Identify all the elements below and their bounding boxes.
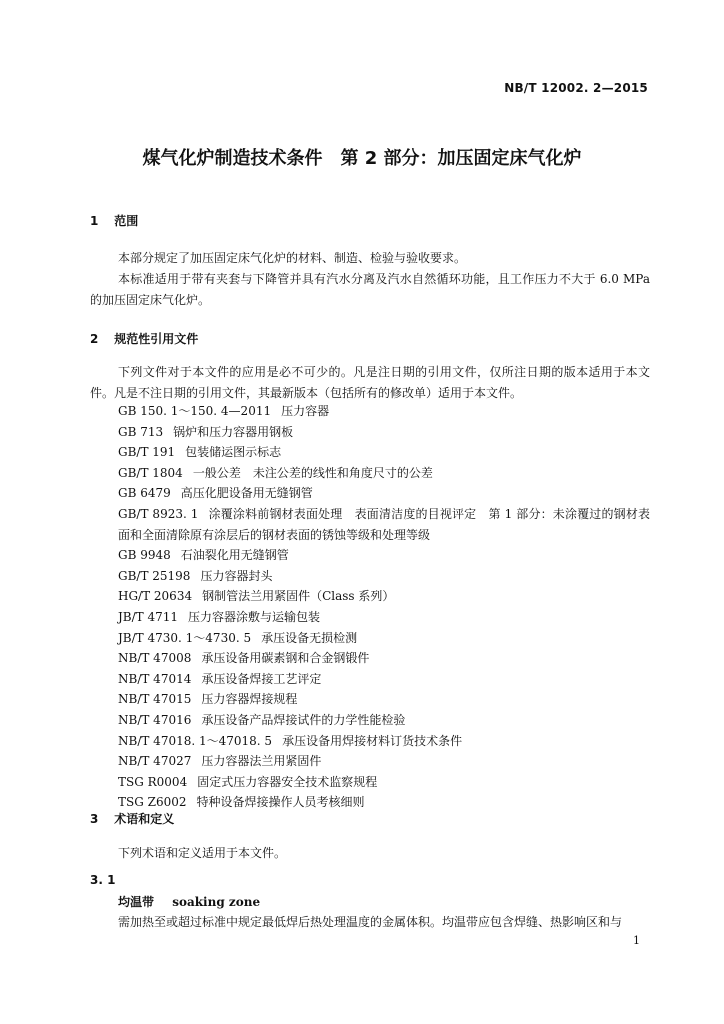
reference-item: GB 150. 1～150. 4—2011 压力容器	[118, 404, 330, 418]
normative-references-list	[90, 401, 650, 813]
reference-item: GB/T 25198 压力容器封头	[118, 568, 273, 583]
section-3-number: 3	[90, 812, 99, 826]
section-1-paragraph-2: 本标准适用于带有夹套与下降管并具有汽水分离及汽水自然循环功能，且工作压力不大于 6.0 MPa 的加压固定床气化炉。	[90, 272, 650, 307]
section-2-heading	[90, 330, 198, 347]
subsection-3-1-number: 3. 1	[90, 873, 116, 887]
reference-item: HG/T 20634 钢制管法兰用紧固件（Class 系列）	[118, 589, 395, 604]
section-3-heading	[90, 810, 174, 827]
reference-item: JB/T 4730. 1～4730. 5 承压设备无损检测	[118, 630, 358, 645]
section-2-number: 2	[90, 332, 99, 346]
reference-item: NB/T 47018. 1～47018. 5 承压设备用焊接材料订货技术条件	[118, 733, 463, 748]
page-number: 1	[633, 934, 640, 947]
reference-item: NB/T 47015 压力容器焊接规程	[118, 692, 298, 707]
reference-item: TSG Z6002 特种设备焊接操作人员考核细则	[118, 795, 365, 810]
term-definition: 需加热至或超过标准中规定最低焊后热处理温度的金属体积。均温带应包含焊缝、热影响区和与	[118, 915, 623, 929]
reference-item: GB 6479 高压化肥设备用无缝钢管	[118, 486, 313, 501]
reference-item: NB/T 47027 压力容器法兰用紧固件	[118, 754, 322, 769]
section-3-intro: 下列术语和定义适用于本文件。	[118, 846, 287, 860]
section-3-title: 术语和定义	[114, 812, 175, 826]
term-entry	[118, 893, 260, 910]
reference-item: GB/T 1804 一般公差 未注公差的线性和角度尺寸的公差	[118, 465, 433, 480]
section-1-title: 范围	[114, 214, 139, 228]
reference-item: GB/T 8923. 1 涂覆涂料前钢材表面处理 表面清洁度的目视评定 第 1 部分：未涂覆过的钢材表面和全面清除原有涂层后的钢材表面的锈蚀等级和处理等级	[118, 506, 650, 542]
reference-item: TSG R0004 固定式压力容器安全技术监察规程	[118, 774, 378, 789]
reference-item: GB 713 锅炉和压力容器用钢板	[118, 424, 294, 439]
document-title: 煤气化炉制造技术条件 第 2 部分：加压固定床气化炉	[142, 148, 582, 169]
reference-item: NB/T 47016 承压设备产品焊接试件的力学性能检验	[118, 712, 406, 727]
reference-item: NB/T 47008 承压设备用碳素钢和合金钢锻件	[118, 651, 370, 666]
reference-item: GB 9948 石油裂化用无缝钢管	[118, 548, 289, 563]
section-1-number: 1	[90, 214, 99, 228]
term-chinese: 均温带	[118, 895, 155, 909]
section-2-title: 规范性引用文件	[114, 332, 199, 346]
reference-item: NB/T 47014 承压设备焊接工艺评定	[118, 671, 322, 686]
section-1-paragraph-1: 本部分规定了加压固定床气化炉的材料、制造、检验与验收要求。	[118, 251, 467, 265]
reference-item: JB/T 4711 压力容器涂敷与运输包装	[118, 609, 321, 624]
reference-item: GB/T 191 包装储运图示标志	[118, 445, 282, 460]
section-2-intro: 下列文件对于本文件的应用是必不可少的。凡是注日期的引用文件，仅所注日期的版本适用于本文件。凡是不注日期的引用文件，其最新版本（包括所有的修改单）适用于本文件。	[90, 365, 650, 400]
term-english: soaking zone	[172, 895, 261, 909]
section-1-heading	[90, 212, 138, 229]
standard-code: NB/T 12002. 2—2015	[504, 81, 648, 95]
